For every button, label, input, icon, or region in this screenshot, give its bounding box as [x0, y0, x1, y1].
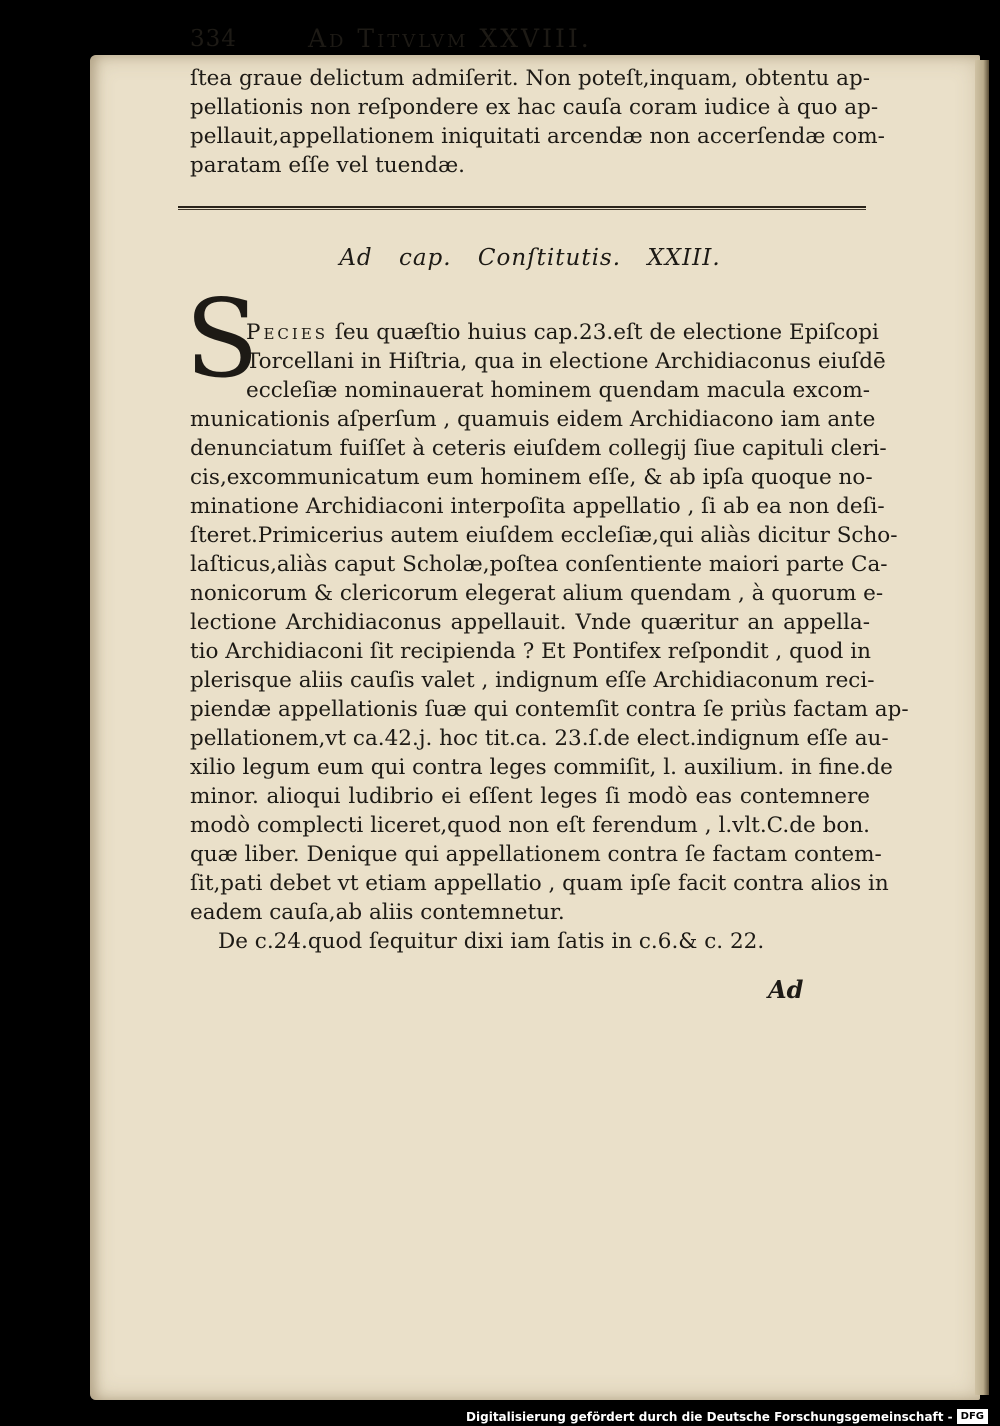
text-line: ſteret.Primicerius autem eiuſdem eccleſiæ,qui aliàs dicitur Scho-	[190, 523, 898, 548]
running-header	[190, 22, 870, 62]
text-line: paratam eſſe vel tuendæ.	[190, 153, 465, 178]
text-line: plerisque aliis cauſis valet , indignum eſſe Archidiaconum reci-	[190, 668, 875, 693]
catchword: Ad	[768, 975, 804, 1004]
text-line: pellationis non reſpondere ex hac cauſa coram iudice à quo ap-	[190, 95, 879, 120]
first-word: Pecies	[246, 320, 329, 345]
closing-line: De c.24.quod ſequitur dixi iam ſatis in c.6.& c. 22.	[218, 929, 765, 954]
footer	[466, 1409, 988, 1424]
text-line: pellauit,appellationem iniquitati arcendæ non accerſendæ com-	[190, 124, 885, 149]
text-line: denunciatum fuiſſet à ceteris eiuſdem collegij ſiue capituli cleri-	[190, 436, 887, 461]
text-line: xilio legum eum qui contra leges commiſit, l. auxilium. in fine.de	[190, 755, 893, 780]
text-line: modò complecti liceret,quod non eſt ferendum , l.vlt.C.de bon.	[190, 813, 870, 838]
page-edge	[975, 60, 989, 1395]
text-line: minatione Archidiaconi interpoſita appellatio , ſi ab ea non deſi-	[190, 494, 885, 519]
text-line: nonicorum & clericorum elegerat alium quendam , à quorum e-	[190, 581, 884, 606]
text-line: minor. alioqui ludibrio ei eſſent leges ſi modò eas contemnere	[190, 784, 870, 809]
section-rule	[178, 206, 866, 210]
text-line: eadem cauſa,ab aliis contemnetur.	[190, 900, 565, 925]
text-line: piendæ appellationis ſuæ qui contemſit contra ſe priùs factam ap-	[190, 697, 909, 722]
running-title: Ad Titvlvm XXVIII.	[308, 24, 592, 53]
text-line: municationis aſperſum , quamuis eidem Archidiacono iam ante	[190, 407, 876, 432]
page-number: 334	[190, 26, 237, 52]
text-line: Torcellani in Hiſtria, qua in electione Archidiaconus eiuſdē	[246, 349, 886, 374]
text-line: ſit,pati debet vt etiam appellatio , quam ipſe facit contra alios in	[190, 871, 889, 896]
footer-text: Digitalisierung gefördert durch die Deutsche Forschungsgemeinschaft -	[466, 1409, 953, 1424]
text-line: tio Archidiaconi ſit recipienda ? Et Pontifex reſpondit , quod in	[190, 639, 871, 664]
main-text	[190, 318, 909, 956]
drop-cap: S	[185, 277, 259, 402]
text-line: pellationem,vt ca.42.j. hoc tit.ca. 23.ſ.de elect.indignum eſſe au-	[190, 726, 889, 751]
text-line: laſticus,aliàs caput Scholæ,poſtea conſentiente maiori parte Ca-	[190, 552, 888, 577]
text-line: lectione Archidiaconus appellauit. Vnde quæritur an appella-	[190, 610, 870, 635]
text-line: quæ liber. Denique qui appellationem contra ſe factam contem-	[190, 842, 882, 867]
text-line: cis,excommunicatum eum hominem eſſe, & ab ipſa quoque no-	[190, 465, 873, 490]
section-heading: Ad cap. Conſtitutis. XXIII.	[339, 245, 721, 271]
text-line	[190, 318, 879, 347]
carry-over-text	[190, 64, 885, 180]
text-line-rest: ſeu quæſtio huius cap.23.eſt de electione Epiſcopi	[328, 320, 879, 345]
dfg-logo: DFG	[957, 1409, 988, 1424]
text-line: ſtea graue delictum admiſerit. Non poteſt,inquam, obtentu ap-	[190, 66, 870, 91]
text-line: eccleſiæ nominauerat hominem quendam macula excom-	[246, 378, 870, 403]
